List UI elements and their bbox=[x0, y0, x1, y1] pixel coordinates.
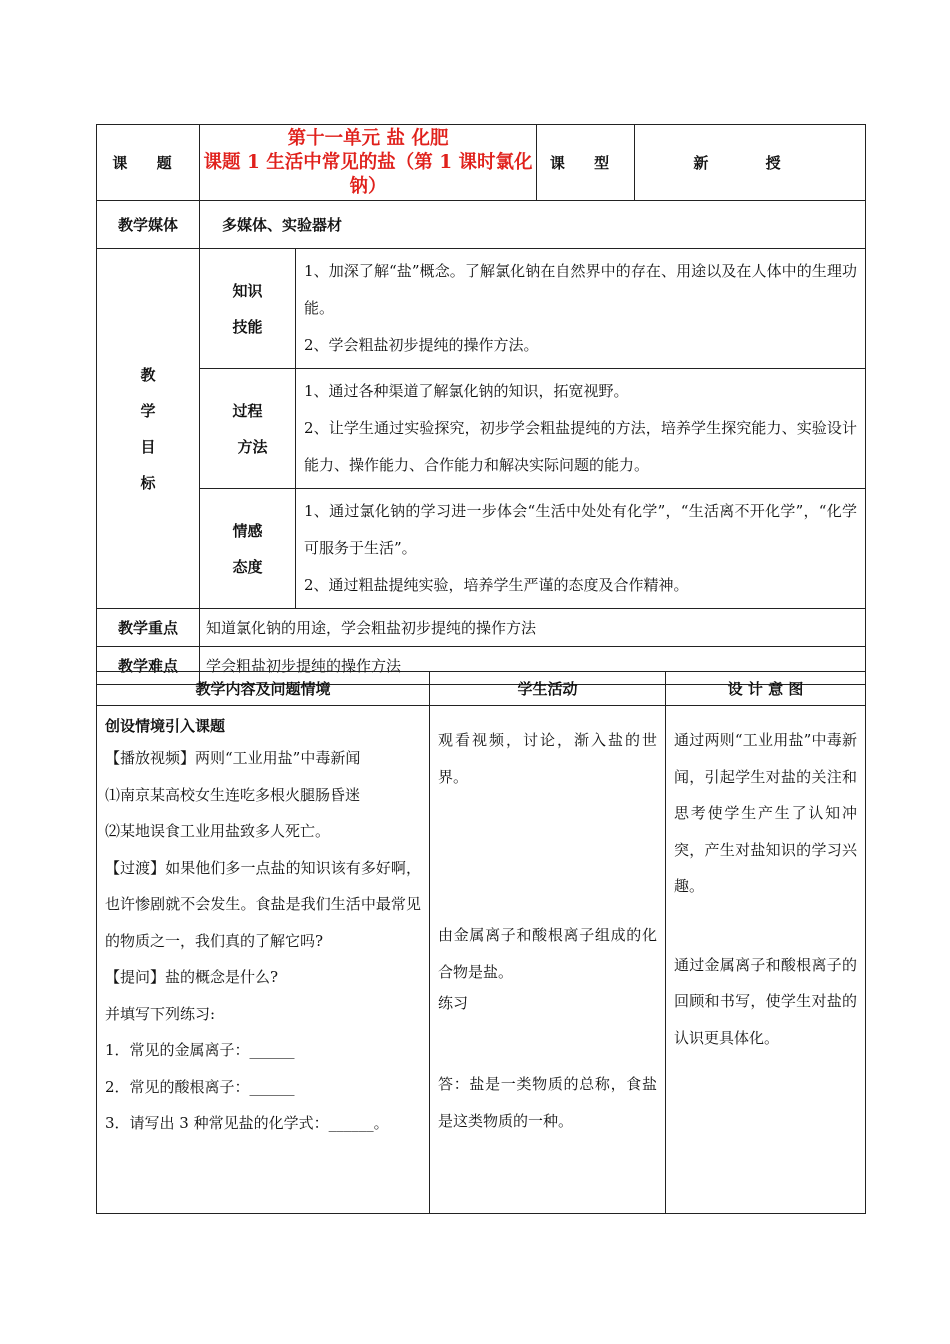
lesson-topic: 课题 1 生活中常见的盐（第 1 课时氯化钠） bbox=[203, 151, 533, 197]
unit-title: 第十一单元 盐 化肥 bbox=[287, 127, 449, 149]
type-value: 新 授 bbox=[635, 125, 866, 201]
content-line: 并填写下列练习: bbox=[105, 1004, 216, 1023]
objective-attitude-label: 情感 态度 bbox=[200, 489, 296, 609]
objective-process-text: 1、通过各种渠道了解氯化钠的知识，拓宽视野。 2、让学生通过实验探究，初步学会粗盐提纯的方法，培养学生探究能力、实验设计能力、操作能力、合作能力和解决实际问题的能力。 bbox=[296, 369, 866, 489]
content-header: 教学内容及问题情境 bbox=[97, 672, 430, 706]
lesson-title bbox=[200, 125, 537, 201]
content-line: 1．常见的金属离子：______ bbox=[105, 1041, 295, 1059]
objective-process-label: 过程 方法 bbox=[200, 369, 296, 489]
subject-label: 课 题 bbox=[97, 125, 200, 201]
activity-header: 学生活动 bbox=[430, 672, 666, 706]
objective-row-knowledge bbox=[97, 249, 866, 369]
type-label: 课 型 bbox=[537, 125, 635, 201]
activity-block: 由金属离子和酸根离子组成的化合物是盐。 bbox=[438, 926, 657, 981]
process-header-row bbox=[97, 672, 866, 706]
intent-header: 设 计 意 图 bbox=[666, 672, 866, 706]
teaching-process-table bbox=[96, 671, 866, 1214]
objective-row-attitude bbox=[97, 489, 866, 609]
objective-knowledge-text: 1、加深了解“盐”概念。了解氯化钠在自然界中的存在、用途以及在人体中的生理功能。 2、学会粗盐初步提纯的操作方法。 bbox=[296, 249, 866, 369]
intent-cell bbox=[666, 706, 866, 1214]
intent-block: 通过两则“工业用盐”中毒新闻，引起学生对盐的关注和思考使学生产生了认知冲突，产生对盐知识的学习兴趣。 bbox=[674, 731, 857, 895]
key-point-row bbox=[97, 609, 866, 647]
media-row bbox=[97, 201, 866, 249]
objective-row-process bbox=[97, 369, 866, 489]
activity-block: 答：盐是一类物质的总称，食盐是这类物质的一种。 bbox=[438, 1075, 657, 1130]
header-row bbox=[97, 125, 866, 201]
content-line: 【过渡】如果他们多一点盐的知识该有多好啊，也许惨剧就不会发生。食盐是我们生活中最常见的物质之一，我们真的了解它吗? bbox=[105, 858, 421, 950]
process-body-row bbox=[97, 706, 866, 1214]
objective-attitude-text: 1、通过氯化钠的学习进一步体会“生活中处处有化学”，“生活离不开化学”，“化学可服务于生活”。 2、通过粗盐提纯实验，培养学生严谨的态度及合作精神。 bbox=[296, 489, 866, 609]
content-line: 3．请写出 3 种常见盐的化学式：______。 bbox=[105, 1114, 389, 1132]
activity-block: 观看视频，讨论，渐入盐的世界。 bbox=[438, 731, 657, 786]
content-line: ⑴南京某高校女生连吃多根火腿肠昏迷 bbox=[105, 785, 361, 804]
content-cell bbox=[97, 706, 430, 1214]
objectives-label: 教 学 目 标 bbox=[97, 249, 200, 609]
difficulty-label: 教学难点 bbox=[97, 647, 200, 685]
objective-knowledge-label: 知识 技能 bbox=[200, 249, 296, 369]
difficulty-value: 学会粗盐初步提纯的操作方法 bbox=[200, 647, 866, 685]
activity-cell bbox=[430, 706, 666, 1214]
media-label: 教学媒体 bbox=[97, 201, 200, 249]
content-line: 2．常见的酸根离子：______ bbox=[105, 1077, 295, 1096]
key-point-value: 知道氯化钠的用途，学会粗盐初步提纯的操作方法 bbox=[200, 609, 866, 647]
intent-block: 通过金属离子和酸根离子的回顾和书写，使学生对盐的认识更具体化。 bbox=[674, 955, 857, 1047]
key-point-label: 教学重点 bbox=[97, 609, 200, 647]
content-heading: 创设情境引入课题 bbox=[105, 717, 226, 735]
lesson-info-table bbox=[96, 124, 866, 685]
activity-block: 练习 bbox=[438, 994, 469, 1012]
content-line: ⑵某地误食工业用盐致多人死亡。 bbox=[105, 822, 331, 840]
content-line: 【播放视频】两则“工业用盐”中毒新闻 bbox=[105, 749, 361, 767]
media-value: 多媒体、实验器材 bbox=[200, 201, 866, 249]
content-line: 【提问】盐的概念是什么? bbox=[105, 968, 279, 986]
